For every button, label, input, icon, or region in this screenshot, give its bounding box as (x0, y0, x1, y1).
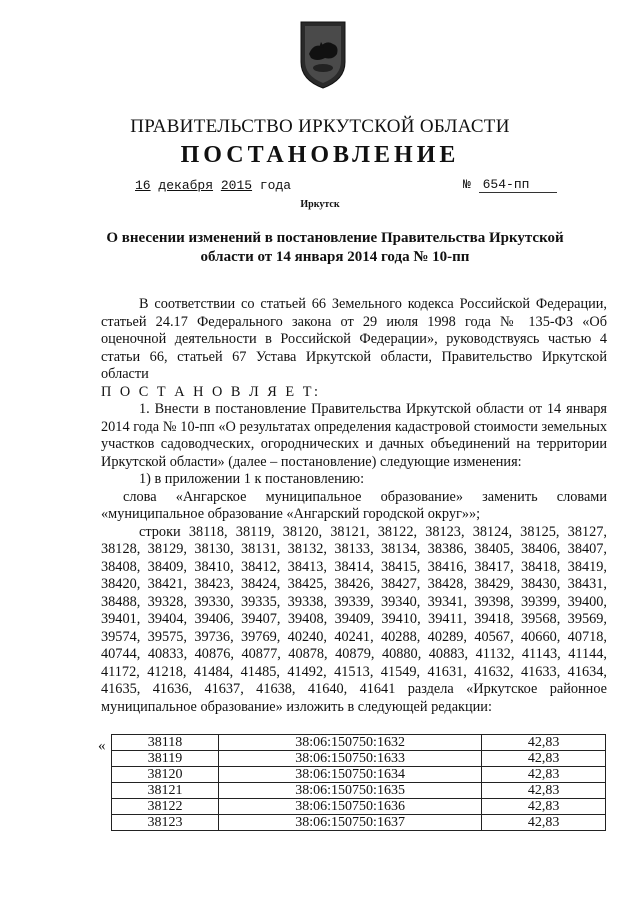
cadastral-number-cell: 38:06:150750:1632 (219, 735, 482, 751)
sub-item-1: 1) в приложении 1 к постановлению: (139, 471, 365, 487)
words-replacement-paragraph: слова «Ангарское муниципальное образование» заменить словами «муниципальное образование «Ангарский городской округ»»; (101, 488, 607, 522)
cadastral-value-cell: 42,83 (482, 783, 606, 799)
cadastral-number-cell: 38:06:150750:1637 (219, 815, 482, 831)
table-row (112, 767, 606, 783)
table-row (112, 815, 606, 831)
cadastral-number-cell: 38:06:150750:1635 (219, 783, 482, 799)
row-number-cell: 38123 (112, 815, 219, 831)
document-type: ПОСТАНОВЛЕНИЕ (180, 142, 460, 168)
date-year: 2015 (220, 178, 253, 193)
cadastral-number-cell: 38:06:150750:1636 (219, 799, 482, 815)
table-row (112, 735, 606, 751)
cadastral-value-cell: 42,83 (482, 735, 606, 751)
table-row (112, 799, 606, 815)
document-body (101, 296, 607, 716)
row-number-cell: 38121 (112, 783, 219, 799)
number-value: 654-пп (479, 177, 557, 193)
row-number-cell: 38119 (112, 751, 219, 767)
cadastral-table (111, 734, 606, 831)
row-number-cell: 38122 (112, 799, 219, 815)
rows-list-paragraph: строки 38118, 38119, 38120, 38121, 38122, 38123, 38124, 38125, 38127, 38128, 38129, 38130, 38131, 38132, 38133, 38134, 38386, 38405, 38406, 38407, 38408, 38409, 38410, 38412, 38413, 38414, 38415, 38416, 38417, 38418, 38419, 38420, 38421, 38423, 38424, 38425, 38426, 38427, 38428, 38429, 38430, 38431, 38488, 39328, 39330, 39335, 39338, 39339, 39340, 39341, 39398, 39399, 39400, 39401, 39404, 39406, 39407, 39408, 39409, 39410, 39411, 39418, 39568, 39569, 39574, 39575, 39736, 39769, 40240, 40241, 40288, 40289, 40567, 40660, 40718, 40744, 40833, 40876, 40877, 40878, 40879, 40880, 40883, 41132, 41143, 41144, 41172, 41218, 41484, 41485, 41492, 41513, 41549, 41631, 41632, 41633, 41634, 41635, 41636, 41637, 41638, 41640, 41641 раздела «Иркутское районное муниципальное образование» изложить в следующей редакции: (101, 523, 607, 715)
date-day: 16 (135, 178, 151, 193)
table-row (112, 751, 606, 767)
row-number-cell: 38118 (112, 735, 219, 751)
government-name: ПРАВИТЕЛЬСТВО ИРКУТСКОЙ ОБЛАСТИ (130, 116, 510, 137)
date-month: декабря (158, 178, 214, 193)
date-suffix: года (259, 178, 292, 193)
cadastral-value-cell: 42,83 (482, 767, 606, 783)
number-sign: № (463, 177, 471, 192)
cadastral-value-cell: 42,83 (482, 815, 606, 831)
document-date (135, 178, 291, 193)
cadastral-value-cell: 42,83 (482, 799, 606, 815)
decrees-heading: П О С Т А Н О В Л Я Е Т: (101, 383, 321, 400)
cadastral-number-cell: 38:06:150750:1633 (219, 751, 482, 767)
document-subject: О внесении изменений в постановление Правительства Иркутской области от 14 января 2014 года № 10-пп (106, 230, 564, 265)
item-1-paragraph: 1. Внести в постановление Правительства Иркутской области от 14 января 2014 года № 10-пп «О результатах определения кадастровой стоимости земельных участков садоводческих, огороднических и дачных объединений на территории Иркутской области» (далее – постановление) следующие изменения: (101, 401, 607, 470)
row-number-cell: 38120 (112, 767, 219, 783)
city-name: Иркутск (300, 199, 340, 210)
table-row (112, 783, 606, 799)
document-number (463, 177, 557, 193)
preamble-paragraph: В соответствии со статьей 66 Земельного кодекса Российской Федерации, статьей 24.17 Федерального закона от 29 июля 1998 года № 135-ФЗ «Об оценочной деятельности в Российской Федерации», руководствуясь частью 4 статьи 66, статьей 67 Устава Иркутской области, Правительство Иркутской области (101, 296, 607, 382)
cadastral-value-cell: 42,83 (482, 751, 606, 767)
cadastral-number-cell: 38:06:150750:1634 (219, 767, 482, 783)
table-open-quote: « (98, 738, 106, 754)
coat-of-arms-icon (297, 18, 349, 90)
